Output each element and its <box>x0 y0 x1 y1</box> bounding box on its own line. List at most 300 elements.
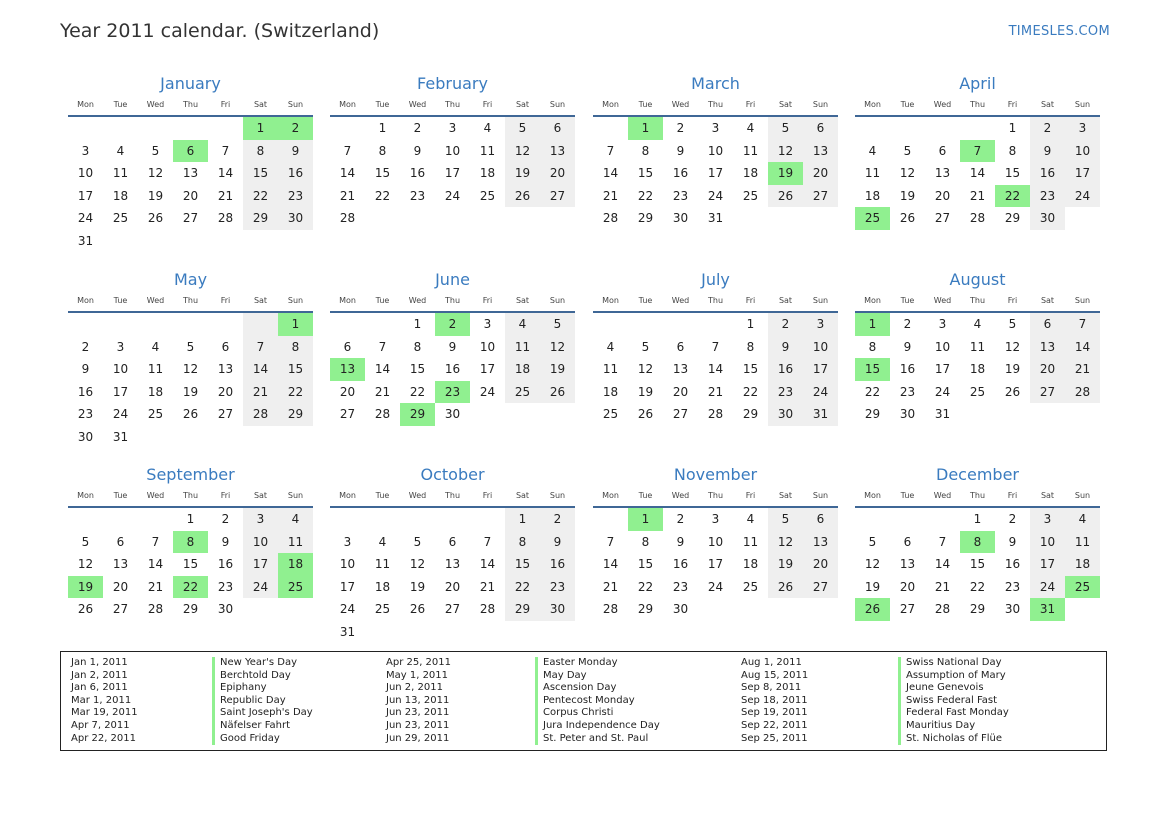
empty-day-cell <box>103 508 138 531</box>
day-cell: 18 <box>112 188 129 203</box>
day-cell: 27 <box>444 602 461 616</box>
empty-day-cell <box>1065 207 1100 230</box>
holiday-day-cell: 1 <box>855 313 890 336</box>
empty-day-cell <box>890 508 925 531</box>
day-cell: 12 <box>505 140 540 163</box>
weekday-label: Sun <box>549 491 566 500</box>
weekday-header <box>855 294 1100 308</box>
weekday-label: Fri <box>745 296 756 305</box>
weekday-label: Sun <box>812 491 829 500</box>
legend-names-col-3 <box>898 657 1009 745</box>
empty-day-cell <box>68 508 103 531</box>
day-cell: 2 <box>81 339 90 354</box>
day-cell: 16 <box>768 358 803 381</box>
day-cell: 25 <box>742 579 759 594</box>
weekday-label: Thu <box>444 296 461 305</box>
empty-day-cell <box>243 598 278 621</box>
weekday-label: Wed <box>671 100 690 109</box>
weekday-label: Tue <box>113 100 128 109</box>
day-grid <box>68 117 313 252</box>
legend-holiday-name: Jeune Genevois <box>906 682 984 694</box>
empty-day-cell <box>400 207 435 230</box>
day-cell: 3 <box>711 121 720 135</box>
day-cell: 9 <box>903 339 912 354</box>
empty-day-cell <box>208 426 243 449</box>
month-august <box>855 269 1100 426</box>
month-december <box>855 464 1100 621</box>
day-grid <box>855 117 1100 230</box>
day-cell: 23 <box>1004 579 1021 594</box>
day-cell: 31 <box>707 211 724 225</box>
empty-day-cell <box>768 598 803 621</box>
day-cell: 30 <box>278 207 313 230</box>
day-cell: 26 <box>1004 384 1021 399</box>
weekday-label: Wed <box>146 491 165 500</box>
empty-day-cell <box>663 313 698 336</box>
day-cell: 20 <box>899 579 916 594</box>
month-april <box>855 73 1100 230</box>
holiday-day-cell: 22 <box>173 576 208 599</box>
empty-day-cell <box>505 621 540 644</box>
day-cell: 30 <box>672 211 689 225</box>
day-cell: 29 <box>742 407 759 421</box>
day-cell: 28 <box>707 407 724 421</box>
day-grid <box>855 508 1100 621</box>
day-cell: 23 <box>77 407 94 421</box>
weekday-label: Sat <box>515 491 530 500</box>
day-cell: 3 <box>343 534 352 549</box>
day-grid <box>330 117 575 230</box>
day-cell: 27 <box>540 185 575 208</box>
empty-day-cell <box>103 117 138 140</box>
weekday-label: Sun <box>812 296 829 305</box>
day-cell: 9 <box>81 362 90 376</box>
day-cell: 13 <box>803 140 838 163</box>
legend-date: Apr 7, 2011 <box>71 719 130 731</box>
weekday-label: Tue <box>375 491 390 500</box>
day-cell: 5 <box>768 508 803 531</box>
weekday-header <box>855 489 1100 503</box>
day-cell: 1 <box>378 121 387 135</box>
legend-date: Jan 2, 2011 <box>71 669 128 681</box>
holiday-day-cell: 8 <box>173 531 208 554</box>
empty-day-cell <box>593 508 628 531</box>
day-cell: 12 <box>637 362 654 376</box>
day-cell: 5 <box>186 339 195 354</box>
holiday-day-cell: 19 <box>768 162 803 185</box>
empty-day-cell <box>855 117 890 140</box>
legend-holiday-name: Saint Joseph's Day <box>220 707 313 719</box>
day-grid <box>330 313 575 426</box>
day-cell: 4 <box>973 317 982 331</box>
day-cell: 26 <box>899 211 916 225</box>
day-cell: 27 <box>803 185 838 208</box>
weekday-header <box>855 98 1100 112</box>
weekday-label: Sun <box>1074 100 1091 109</box>
day-cell: 4 <box>606 339 615 354</box>
weekday-label: Sun <box>549 100 566 109</box>
day-cell: 27 <box>339 407 356 421</box>
empty-day-cell <box>435 207 470 230</box>
page-title: Year 2011 calendar. (Switzerland) <box>60 20 380 42</box>
day-cell: 27 <box>899 602 916 616</box>
day-cell: 16 <box>540 553 575 576</box>
weekday-header <box>330 489 575 503</box>
day-cell: 24 <box>444 188 461 203</box>
weekday-label: Thu <box>182 491 199 500</box>
day-cell: 24 <box>479 384 496 399</box>
empty-day-cell <box>103 230 138 253</box>
day-cell: 10 <box>444 143 461 158</box>
day-cell: 8 <box>278 336 313 359</box>
weekday-header <box>593 98 838 112</box>
day-cell: 27 <box>182 211 199 225</box>
legend-names-col-2 <box>535 657 660 745</box>
day-cell: 30 <box>1004 602 1021 616</box>
day-cell: 26 <box>768 576 803 599</box>
empty-day-cell <box>330 508 365 531</box>
day-cell: 9 <box>768 336 803 359</box>
day-cell: 22 <box>969 579 986 594</box>
legend-dates-col-1 <box>71 657 138 745</box>
site-brand-link[interactable]: TIMESLES.COM <box>1008 24 1110 39</box>
day-cell: 9 <box>1008 534 1017 549</box>
legend-holiday-name: Berchtold Day <box>220 669 291 681</box>
day-cell: 22 <box>278 381 313 404</box>
empty-day-cell <box>138 313 173 336</box>
day-cell: 2 <box>903 317 912 331</box>
holiday-day-cell: 1 <box>278 313 313 336</box>
legend-holiday-name: Good Friday <box>220 732 280 744</box>
weekday-label: Sat <box>1040 100 1055 109</box>
empty-day-cell <box>400 621 435 644</box>
day-cell: 23 <box>672 579 689 594</box>
day-cell: 20 <box>672 384 689 399</box>
day-cell: 23 <box>1030 185 1065 208</box>
day-cell: 4 <box>746 512 755 526</box>
day-cell: 25 <box>112 211 129 225</box>
weekday-label: Fri <box>220 296 231 305</box>
day-cell: 17 <box>339 579 356 594</box>
weekday-label: Thu <box>707 100 724 109</box>
empty-day-cell <box>505 403 540 426</box>
day-cell: 14 <box>969 166 986 180</box>
day-cell: 16 <box>217 557 234 571</box>
day-cell: 17 <box>934 362 951 376</box>
day-cell: 28 <box>339 211 356 225</box>
day-cell: 25 <box>742 188 759 203</box>
day-cell: 21 <box>374 384 391 399</box>
weekday-label: Thu <box>182 296 199 305</box>
day-cell: 9 <box>540 531 575 554</box>
day-cell: 29 <box>1004 211 1021 225</box>
day-cell: 19 <box>409 579 426 594</box>
day-cell: 6 <box>540 117 575 140</box>
empty-day-cell <box>208 117 243 140</box>
empty-day-cell <box>400 508 435 531</box>
weekday-label: Sun <box>287 491 304 500</box>
day-cell: 11 <box>374 557 391 571</box>
legend-holiday-name: Federal Fast Monday <box>906 707 1009 719</box>
day-cell: 20 <box>540 162 575 185</box>
day-cell: 10 <box>707 143 724 158</box>
day-cell: 19 <box>768 553 803 576</box>
empty-day-cell <box>173 313 208 336</box>
day-grid <box>330 508 575 643</box>
day-cell: 12 <box>77 557 94 571</box>
month-january <box>68 73 313 252</box>
weekday-label: Thu <box>444 100 461 109</box>
legend-date: Sep 25, 2011 <box>741 732 808 744</box>
weekday-header <box>330 294 575 308</box>
day-cell: 9 <box>221 534 230 549</box>
month-march <box>593 73 838 230</box>
day-cell: 30 <box>217 602 234 616</box>
day-cell: 23 <box>672 188 689 203</box>
day-cell: 27 <box>217 407 234 421</box>
month-name: October <box>420 465 485 484</box>
day-cell: 29 <box>278 403 313 426</box>
day-cell: 1 <box>413 317 422 331</box>
day-cell: 29 <box>637 211 654 225</box>
month-name: September <box>146 465 235 484</box>
day-cell: 13 <box>217 362 234 376</box>
legend-holiday-name: St. Nicholas of Flüe <box>906 732 1002 744</box>
empty-day-cell <box>925 117 960 140</box>
legend-holiday-name: Ascension Day <box>543 682 617 694</box>
holiday-day-cell: 1 <box>628 117 663 140</box>
day-cell: 4 <box>746 121 755 135</box>
month-name: July <box>701 270 730 289</box>
day-cell: 8 <box>641 534 650 549</box>
day-cell: 18 <box>505 358 540 381</box>
day-cell: 2 <box>540 508 575 531</box>
day-cell: 5 <box>505 117 540 140</box>
day-cell: 27 <box>672 407 689 421</box>
day-cell: 14 <box>339 166 356 180</box>
day-cell: 28 <box>243 403 278 426</box>
day-cell: 2 <box>768 313 803 336</box>
legend-date: Jun 23, 2011 <box>386 719 450 731</box>
day-cell: 27 <box>934 211 951 225</box>
day-cell: 4 <box>505 313 540 336</box>
day-cell: 20 <box>217 384 234 399</box>
day-grid <box>593 508 838 621</box>
holiday-day-cell: 18 <box>278 553 313 576</box>
day-cell: 3 <box>711 512 720 526</box>
empty-day-cell <box>365 508 400 531</box>
weekday-label: Fri <box>482 296 493 305</box>
empty-day-cell <box>1065 403 1100 426</box>
day-grid <box>593 117 838 230</box>
legend-holiday-name: Corpus Christi <box>543 707 614 719</box>
day-cell: 14 <box>707 362 724 376</box>
day-cell: 4 <box>151 339 160 354</box>
day-cell: 16 <box>278 162 313 185</box>
weekday-label: Wed <box>408 296 427 305</box>
day-cell: 19 <box>540 358 575 381</box>
day-cell: 11 <box>1065 531 1100 554</box>
day-cell: 3 <box>483 317 492 331</box>
day-cell: 26 <box>147 211 164 225</box>
day-cell: 7 <box>221 143 230 158</box>
day-cell: 11 <box>505 336 540 359</box>
day-cell: 26 <box>409 602 426 616</box>
weekday-label: Tue <box>113 491 128 500</box>
day-cell: 17 <box>1030 553 1065 576</box>
empty-day-cell <box>243 313 278 336</box>
day-cell: 14 <box>602 557 619 571</box>
holiday-day-cell: 7 <box>960 140 995 163</box>
day-cell: 11 <box>278 531 313 554</box>
day-cell: 2 <box>221 512 230 526</box>
day-cell: 25 <box>479 188 496 203</box>
empty-day-cell <box>1030 403 1065 426</box>
day-cell: 19 <box>182 384 199 399</box>
day-cell: 6 <box>803 508 838 531</box>
day-cell: 23 <box>409 188 426 203</box>
weekday-label: Sat <box>778 100 793 109</box>
weekday-label: Wed <box>408 491 427 500</box>
empty-day-cell <box>733 207 768 230</box>
weekday-label: Sat <box>515 100 530 109</box>
weekday-label: Sat <box>1040 296 1055 305</box>
empty-day-cell <box>890 117 925 140</box>
legend-date: Aug 15, 2011 <box>741 669 809 681</box>
weekday-label: Tue <box>638 491 653 500</box>
day-cell: 2 <box>676 512 685 526</box>
day-cell: 17 <box>77 188 94 203</box>
day-cell: 7 <box>151 534 160 549</box>
day-cell: 7 <box>243 336 278 359</box>
day-cell: 31 <box>803 403 838 426</box>
day-cell: 4 <box>1065 508 1100 531</box>
day-cell: 14 <box>479 557 496 571</box>
empty-day-cell <box>365 313 400 336</box>
day-cell: 30 <box>672 602 689 616</box>
empty-day-cell <box>243 230 278 253</box>
day-cell: 16 <box>409 166 426 180</box>
holiday-day-cell: 19 <box>68 576 103 599</box>
day-cell: 26 <box>540 381 575 404</box>
holiday-day-cell: 25 <box>855 207 890 230</box>
empty-day-cell <box>243 426 278 449</box>
day-cell: 15 <box>1004 166 1021 180</box>
holiday-day-cell: 13 <box>330 358 365 381</box>
day-cell: 4 <box>483 121 492 135</box>
month-name: November <box>673 465 758 484</box>
day-cell: 18 <box>1065 553 1100 576</box>
month-name: February <box>417 74 488 93</box>
day-cell: 20 <box>1030 358 1065 381</box>
legend-holiday-name: Näfelser Fahrt <box>220 719 291 731</box>
weekday-label: Wed <box>933 100 952 109</box>
day-cell: 21 <box>1065 358 1100 381</box>
day-cell: 30 <box>77 429 94 444</box>
day-cell: 2 <box>1008 512 1017 526</box>
weekday-label: Sat <box>253 296 268 305</box>
day-cell: 15 <box>409 362 426 376</box>
day-cell: 19 <box>864 579 881 594</box>
day-cell: 25 <box>505 381 540 404</box>
empty-day-cell <box>173 117 208 140</box>
legend-date: Jun 29, 2011 <box>386 732 450 744</box>
day-cell: 14 <box>1065 336 1100 359</box>
day-cell: 19 <box>1004 362 1021 376</box>
day-cell: 28 <box>479 602 496 616</box>
day-cell: 14 <box>243 358 278 381</box>
day-cell: 30 <box>899 407 916 421</box>
day-cell: 11 <box>602 362 619 376</box>
day-cell: 2 <box>676 121 685 135</box>
day-cell: 11 <box>479 143 496 158</box>
day-cell: 21 <box>243 381 278 404</box>
empty-day-cell <box>435 621 470 644</box>
day-cell: 17 <box>707 557 724 571</box>
day-cell: 20 <box>112 579 129 594</box>
day-cell: 20 <box>803 553 838 576</box>
day-cell: 14 <box>934 557 951 571</box>
day-cell: 17 <box>1065 162 1100 185</box>
day-cell: 19 <box>505 162 540 185</box>
day-cell: 28 <box>969 211 986 225</box>
legend-holiday-name: Republic Day <box>220 694 286 706</box>
empty-day-cell <box>173 426 208 449</box>
day-cell: 9 <box>413 143 422 158</box>
weekday-label: Sun <box>549 296 566 305</box>
legend-holiday-name: St. Peter and St. Paul <box>543 732 649 744</box>
weekday-label: Mon <box>339 296 356 305</box>
day-cell: 10 <box>243 531 278 554</box>
legend-date: Jun 13, 2011 <box>386 694 450 706</box>
day-cell: 11 <box>864 166 881 180</box>
day-cell: 29 <box>243 207 278 230</box>
day-cell: 8 <box>413 339 422 354</box>
weekday-label: Mon <box>77 100 94 109</box>
day-cell: 25 <box>147 407 164 421</box>
weekday-label: Tue <box>638 100 653 109</box>
legend-holiday-name: Pentecost Monday <box>543 694 635 706</box>
day-cell: 24 <box>243 576 278 599</box>
day-cell: 17 <box>243 553 278 576</box>
weekday-label: Sun <box>1074 491 1091 500</box>
day-cell: 28 <box>934 602 951 616</box>
legend-date: May 1, 2011 <box>386 669 449 681</box>
weekday-label: Mon <box>602 296 619 305</box>
month-november <box>593 464 838 621</box>
day-cell: 15 <box>182 557 199 571</box>
month-name: January <box>160 74 221 93</box>
day-cell: 6 <box>1030 313 1065 336</box>
weekday-label: Sun <box>287 100 304 109</box>
day-cell: 1 <box>1008 121 1017 135</box>
weekday-label: Mon <box>339 491 356 500</box>
weekday-label: Sun <box>287 296 304 305</box>
weekday-label: Mon <box>864 296 881 305</box>
weekday-header <box>68 98 313 112</box>
day-cell: 27 <box>803 576 838 599</box>
day-cell: 25 <box>374 602 391 616</box>
weekday-label: Thu <box>707 491 724 500</box>
day-cell: 26 <box>182 407 199 421</box>
weekday-label: Tue <box>900 296 915 305</box>
month-name: April <box>959 74 996 93</box>
day-cell: 1 <box>973 512 982 526</box>
day-cell: 15 <box>278 358 313 381</box>
day-cell: 11 <box>742 534 759 549</box>
empty-day-cell <box>68 117 103 140</box>
day-cell: 17 <box>112 384 129 399</box>
